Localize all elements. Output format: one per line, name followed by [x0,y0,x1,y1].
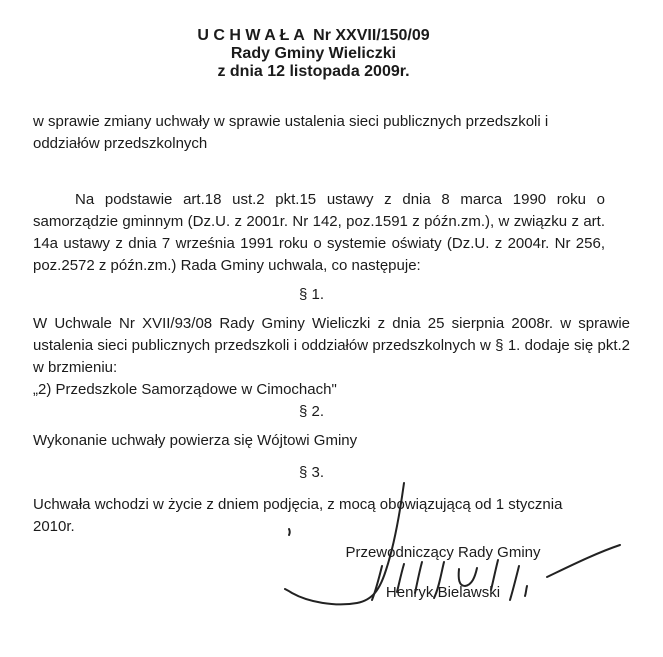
section-2-heading: § 2. [298,403,325,420]
section-2-body: Wykonanie uchwały powierza się Wójtowi Gminy [33,432,358,449]
section-3-body: Uchwała wchodzi w życie z dniem podjęcia, z mocą obowiązującą od 1 stycznia 2010r. [33,496,563,535]
signatory-title: Przewodniczący Rady Gminy [345,544,541,561]
signatory-name: Henryk Bielawski [385,584,501,601]
document-date: z dnia 12 listopada 2009r. [217,63,410,80]
issuing-body: Rady Gminy Wieliczki [230,45,397,62]
section-1-heading: § 1. [298,286,325,303]
section-3-heading: § 3. [298,464,325,481]
document-title: U C H W A Ł A Nr XXVII/150/09 [197,27,430,44]
subject-line: w sprawie zmiany uchwały w sprawie ustalenia sieci publicznych przedszkoli i oddziałów przedszkolnych [33,113,549,152]
signature-block [330,542,556,604]
document-header [33,27,594,81]
quoted-provision: „2) Przedszkole Samorządowe w Cimochach" [33,381,337,398]
section-1-body: W Uchwale Nr XVII/93/08 Rady Gminy Wieliczki z dnia 25 sierpnia 2008r. w sprawie ustalenia sieci publicznych przedszkoli i oddziałów przedszkolnych w § 1. dodaje się pkt.2 w brzmieniu: [33,315,630,376]
legal-basis-paragraph: Na podstawie art.18 ust.2 pkt.15 ustawy z dnia 8 marca 1990 roku o samorządzie gminnym (Dz.U. z 2001r. Nr 142, poz.1591 z późn.zm.), w związku z art. 14a ustawy z dnia 7 września 1991 roku o systemie oświaty (Dz.U. z 2004r. Nr 256, poz.2572 z późn.zm.) Rada Gminy uchwala, co następuje: [33,191,605,274]
